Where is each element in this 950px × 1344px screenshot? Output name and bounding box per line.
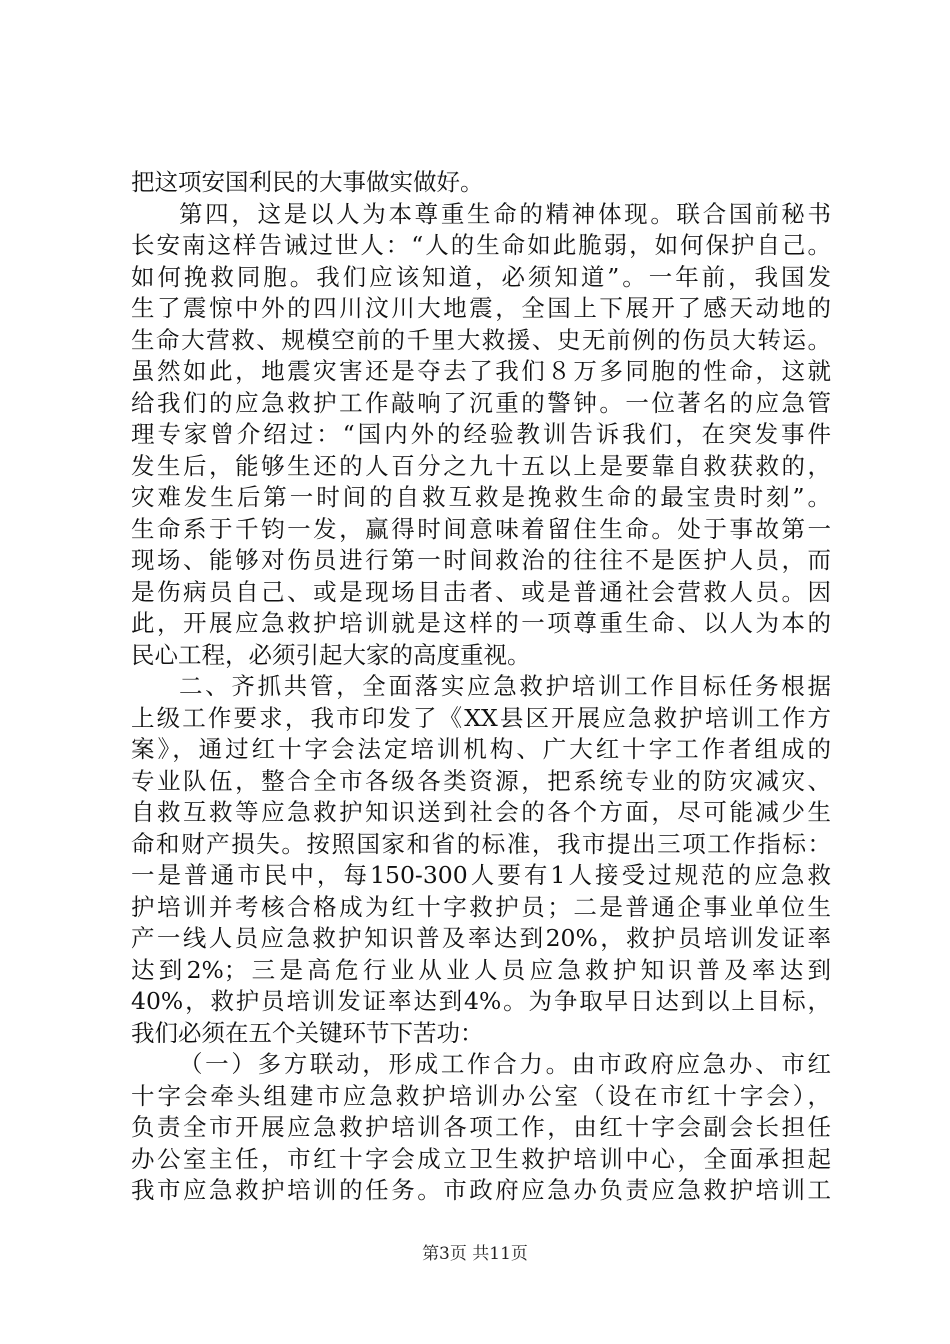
paragraph-start-line: 第四，这是以人为本尊重生命的精神体现。联合国前秘书	[179, 199, 831, 228]
text-line: 发生后，能够生还的人百分之九十五以上是要靠自救获救的，	[131, 451, 831, 480]
text-line: 负责全市开展应急救护培训各项工作，由红十字会副会长担任	[131, 1113, 831, 1141]
text-line: 生命系于千钧一发，赢得时间意味着留住生命。处于事故第一	[131, 514, 831, 543]
page-number-footer: 第3页 共11页	[422, 1244, 528, 1264]
text-line: 我市应急救护培训的任务。市政府应急办负责应急救护培训工	[131, 1176, 831, 1204]
text-line: 专业队伍，整合全市各级各类资源，把系统专业的防灾减灾、	[131, 766, 831, 795]
text-line: 灾难发生后第一时间的自救互救是挽救生命的最宝贵时刻”。	[131, 483, 831, 511]
text-line: 一是普通市民中，每150-300人要有1人接受过规范的应急救	[131, 861, 831, 889]
text-line: 十字会牵头组建市应急救护培训办公室（设在市红十字会），	[131, 1081, 831, 1110]
text-line: 此，开展应急救护培训就是这样的一项尊重生命、以人为本的	[131, 609, 831, 637]
text-line: 如何挽救同胞。我们应该知道，必须知道”。一年前，我国发	[131, 262, 831, 291]
text-line: 护培训并考核合格成为红十字救护员；二是普通企事业单位生	[131, 892, 831, 921]
paragraph-start-line: （一）多方联动，形成工作合力。由市政府应急办、市红	[179, 1050, 831, 1078]
text-line: 自救互救等应急救护知识送到社会的各个方面，尽可能减少生	[131, 798, 831, 826]
text-line: 达到2%；三是高危行业从业人员应急救护知识普及率达到	[131, 955, 831, 984]
text-line: 现场、能够对伤员进行第一时间救治的往往不是医护人员，而	[131, 546, 831, 574]
text-line: 案》，通过红十字会法定培训机构、广大红十字工作者组成的	[131, 735, 831, 763]
text-line: 办公室主任，市红十字会成立卫生救护培训中心，全面承担起	[131, 1144, 831, 1173]
text-line: 命和财产损失。按照国家和省的标准，我市提出三项工作指标：	[131, 829, 831, 858]
text-line: 把这项安国利民的大事做实做好。	[131, 168, 484, 196]
text-line: 上级工作要求，我市印发了《XX县区开展应急救护培训工作方	[131, 703, 831, 732]
text-line: 给我们的应急救护工作敲响了沉重的警钟。一位著名的应急管	[131, 388, 831, 417]
text-line: 生命大营救、规模空前的千里大救援、史无前例的伤员大转运。	[131, 325, 831, 354]
paragraph-start-line: 二、齐抓共管，全面落实应急救护培训工作目标任务根据	[179, 672, 831, 700]
text-line: 是伤病员自己、或是现场目击者、或是普通社会营救人员。因	[131, 577, 831, 606]
text-line: 产一线人员应急救护知识普及率达到20%，救护员培训发证率	[131, 924, 831, 952]
text-line: 生了震惊中外的四川汶川大地震，全国上下展开了感天动地的	[131, 294, 831, 322]
text-line: 我们必须在五个关键环节下苦功：	[131, 1018, 484, 1047]
text-line: 民心工程，必须引起大家的高度重视。	[131, 640, 531, 669]
text-line: 理专家曾介绍过：“国内外的经验教训告诉我们，在突发事件	[131, 420, 831, 448]
text-line: 40%，救护员培训发证率达到4%。为争取早日达到以上目标，	[131, 987, 831, 1015]
body-text	[131, 167, 831, 1207]
text-line: 虽然如此，地震灾害还是夺去了我们８万多同胞的性命，这就	[131, 357, 831, 385]
text-line: 长安南这样告诫过世人：“人的生命如此脆弱，如何保护自己。	[131, 231, 831, 259]
